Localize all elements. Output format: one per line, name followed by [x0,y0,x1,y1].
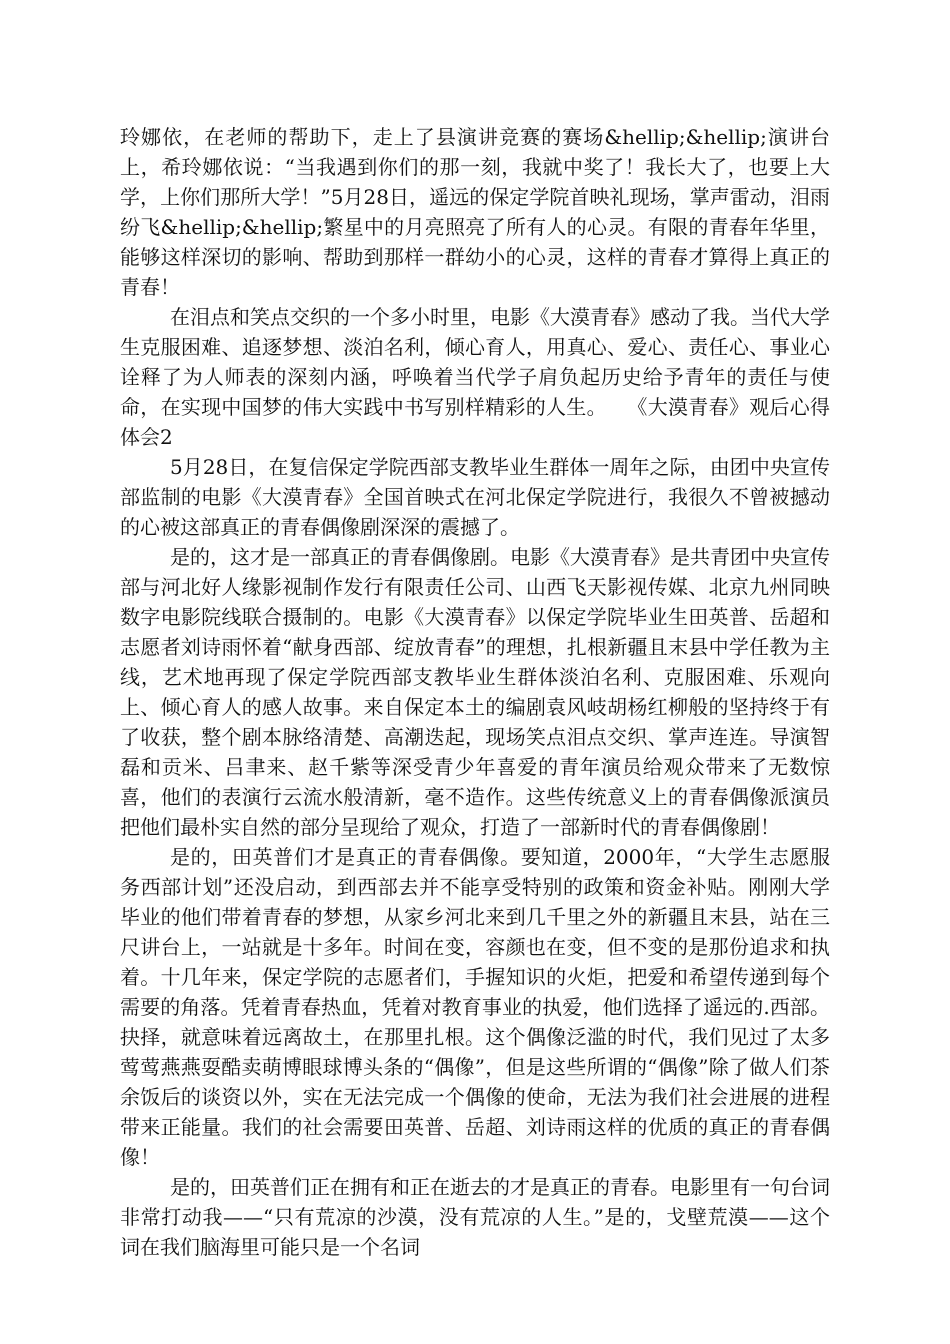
paragraph-1: 玲娜依，在老师的帮助下，走上了县演讲竞赛的赛场&hellip;&hellip;演讲台上，希玲娜依说：“当我遇到你们的那一刻，我就中奖了！我长大了，也要上大学，上你们那所大学！”5月28日，遥远的保定学院首映礼现场，掌声雷动，泪雨纷飞&hellip;&hellip;繁星中的月亮照亮了所有人的心灵。有限的青春年华里，能够这样深切的影响、帮助到那样一群幼小的心灵，这样的青春才算得上真正的青春！ [120,125,830,299]
paragraph-5: 是的，田英普们才是真正的青春偶像。要知道，2000年，“大学生志愿服务西部计划”还没启动，到西部去并不能享受特别的政策和资金补贴。刚刚大学毕业的他们带着青春的梦想，从家乡河北来到几千里之外的新疆且末县，站在三尺讲台上，一站就是十多年。时间在变，容颜也在变，但不变的是那份追求和执着。十几年来，保定学院的志愿者们，手握知识的火炬，把爱和希望传递到每个需要的角落。凭着青春热血，凭着对教育事业的执爱，他们选择了遥远的.西部。抉择，就意味着远离故土，在那里扎根。这个偶像泛滥的时代，我们见过了太多莺莺燕燕耍酷卖萌博眼球博头条的“偶像”，但是这些所谓的“偶像”除了做人们茶余饭后的谈资以外，实在无法完成一个偶像的使命，无法为我们社会进展的进程带来正能量。我们的社会需要田英普、岳超、刘诗雨这样的优质的真正的青春偶像！ [120,845,830,1169]
paragraph-4: 是的，这才是一部真正的青春偶像剧。电影《大漠青春》是共青团中央宣传部与河北好人缘影视制作发行有限责任公司、山西飞天影视传媒、北京九州同映数字电影院线联合摄制的。电影《大漠青春》以保定学院毕业生田英普、岳超和志愿者刘诗雨怀着“献身西部、绽放青春”的理想，扎根新疆且末县中学任教为主线，艺术地再现了保定学院西部支教毕业生群体淡泊名利、克服困难、乐观向上、倾心育人的感人故事。来自保定本土的编剧袁风岐胡杨红柳般的坚持终于有了收获，整个剧本脉络清楚、高潮迭起，现场笑点泪点交织、掌声连连。导演智磊和贡米、吕聿来、赵千紫等深受青少年喜爱的青年演员给观众带来了无数惊喜，他们的表演行云流水般清新，毫不造作。这些传统意义上的青春偶像派演员把他们最朴实自然的部分呈现给了观众，打造了一部新时代的青春偶像剧！ [120,545,830,839]
paragraph-6: 是的，田英普们正在拥有和正在逝去的才是真正的青春。电影里有一句台词非常打动我——“只有荒凉的沙漠，没有荒凉的人生。”是的，戈壁荒漠——这个词在我们脑海里可能只是一个名词 [120,1175,830,1259]
document-page [120,122,830,1262]
paragraph-2: 在泪点和笑点交织的一个多小时里，电影《大漠青春》感动了我。当代大学生克服困难、追逐梦想、淡泊名利，倾心育人，用真心、爱心、责任心、事业心诠释了为人师表的深刻内涵，呼唤着当代学子肩负起历史给予青年的责任与使命，在实现中国梦的伟大实践中书写别样精彩的人生。 《大漠青春》观后心得体会2 [120,305,830,449]
paragraph-3: 5月28日，在复信保定学院西部支教毕业生群体一周年之际，由团中央宣传部监制的电影《大漠青春》全国首映式在河北保定学院进行，我很久不曾被撼动的心被这部真正的青春偶像剧深深的震撼了。 [120,455,830,539]
